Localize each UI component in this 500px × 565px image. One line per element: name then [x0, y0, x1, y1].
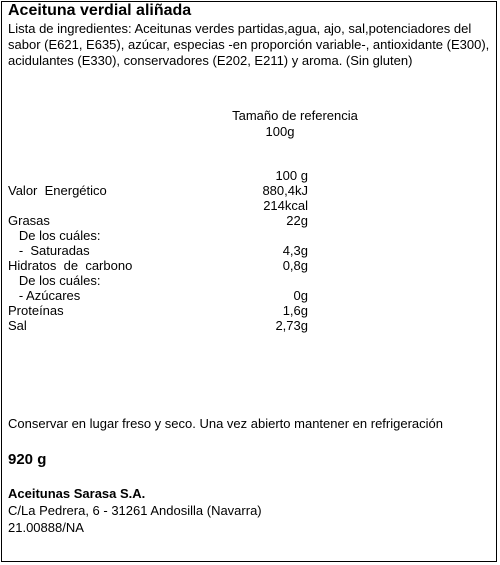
storage-instructions: Conservar en lugar freso y seco. Una vez abierto mantener en refrigeración	[8, 416, 443, 431]
nutrition-value: 2,73g	[275, 318, 308, 333]
reference-size-label: Tamaño de referencia	[232, 108, 358, 123]
nutrition-value: 4,3g	[282, 243, 308, 258]
nutrition-label: - Saturadas	[8, 243, 90, 258]
nutrition-label: De los cuáles:	[8, 228, 101, 243]
nutrition-label: Proteínas	[8, 303, 64, 318]
nutrition-value: 0,8g	[282, 258, 308, 273]
product-title: Aceituna verdial aliñada	[8, 2, 192, 19]
nutrition-label: De los cuáles:	[8, 273, 101, 288]
nutrition-value: 880,4kJ	[262, 183, 308, 198]
net-weight: 920 g	[8, 451, 47, 468]
company-name: Aceitunas Sarasa S.A.	[8, 486, 146, 501]
nutrition-value: 1,6g	[282, 303, 308, 318]
nutrition-value: 22g	[286, 213, 308, 228]
nutrition-label: Sal	[8, 318, 27, 333]
nutrition-label: Valor Energético	[8, 183, 107, 198]
nutrition-value: 0g	[293, 288, 308, 303]
nutrition-column-header: 100 g	[275, 168, 308, 183]
nutrition-value: 214kcal	[263, 198, 308, 213]
registry-number: 21.00888/NA	[8, 520, 84, 535]
reference-size-quantity: 100g	[265, 124, 295, 139]
nutrition-label: Grasas	[8, 213, 50, 228]
nutrition-label: Hidratos de carbono	[8, 258, 133, 273]
company-address: C/La Pedrera, 6 - 31261 Andosilla (Navarra)	[8, 503, 262, 518]
ingredients-list: Lista de ingredientes: Aceitunas verdes partidas,agua, ajo, sal,potenciadores del sabor (E621, E635), azúcar, especias -en proporción variable-, antioxidante (E300), acidulantes (E330), conservadores (E202, E211) y aroma. (Sin gluten)	[8, 21, 490, 68]
nutrition-label: - Azúcares	[8, 288, 81, 303]
